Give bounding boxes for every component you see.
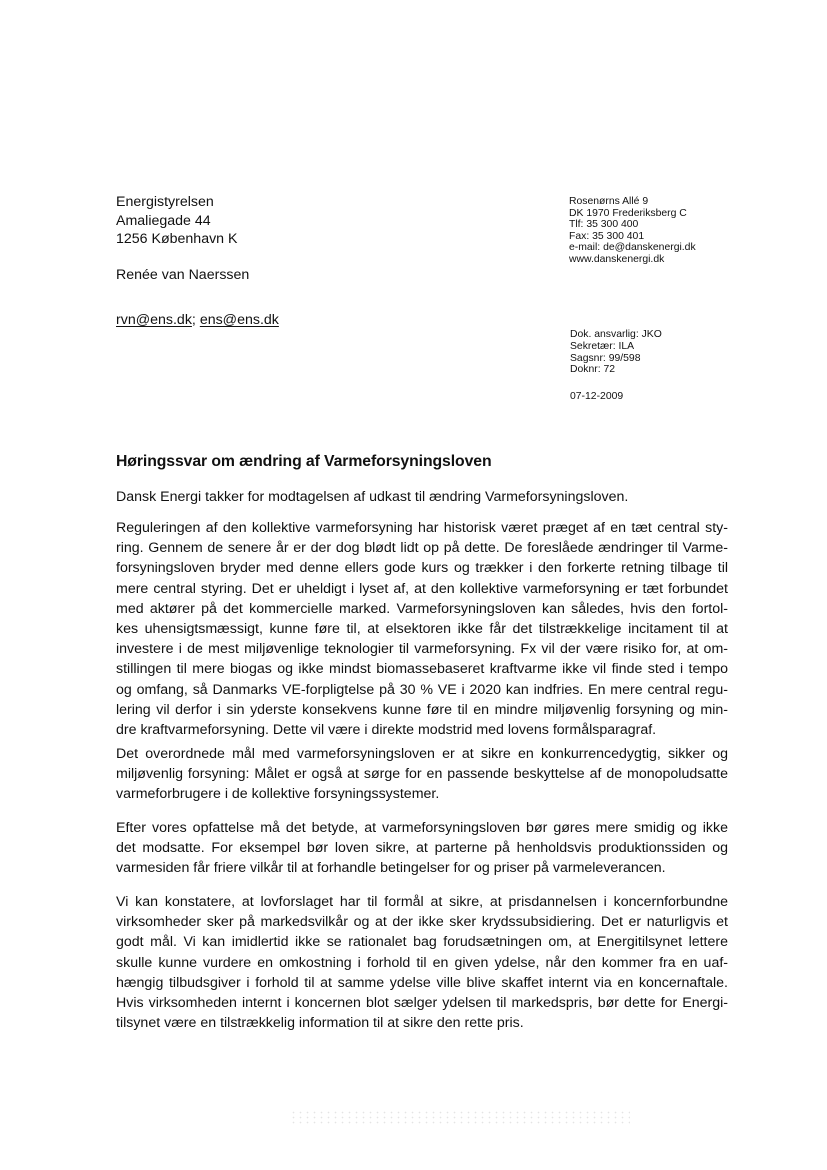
sender-fax: Fax: 35 300 401 — [569, 230, 645, 242]
recipient-city: 1256 København K — [116, 231, 238, 247]
paragraph-pricing — [116, 892, 728, 1033]
email-link-ens[interactable]: ens@ens.dk — [199, 312, 279, 328]
paragraph-line: med aktører på det kommercielle marked. Varmeforsyningsloven kan således, hvis den fortol- — [116, 600, 728, 617]
paragraph-line: dre kraftvarmeforsyning. Dette vil være i direkte modstrid med lovens formålsparagraf. — [116, 722, 657, 739]
paragraph-line: tilsynet være en tilstrækkelig information til at sikre den rette pris. — [116, 1015, 524, 1032]
paragraph-line: stillingen til mere biogas og ikke mindst biomassebaseret kraftvarme ikke vil finde sted i tempo — [116, 661, 728, 678]
letter-date: 07-12-2009 — [570, 391, 624, 402]
paragraph-line: miljøvenlig forsyning: Målet er også at sørge for en passende beskyttelse af de monopoludsatte — [116, 766, 728, 783]
paragraph-line: skulle kunne vurdere en omkostning i forhold til en given ydelse, når den kommer fra en uaf- — [116, 954, 728, 971]
email-separator: ; — [191, 312, 200, 328]
document-info-block — [570, 329, 662, 376]
paragraph-line: Efter vores opfattelse må det betyde, at varmeforsyningsloven bør gøres mere smidig og ikke — [116, 820, 728, 836]
sender-street: Rosenørns Allé 9 — [569, 196, 649, 207]
paragraph-opinion — [116, 818, 728, 879]
paragraph-line: godt mål. Vi kan imidlertid ikke se rationalet bag forudsætningen om, at Energitilsynet lettere — [116, 934, 728, 951]
paragraph-line: virksomheder sker på markedsvilkår og at der ikke sker krydssubsidiering. Det er naturligvis et — [116, 914, 728, 931]
sender-address-block — [569, 196, 696, 266]
sender-city: DK 1970 Frederiksberg C — [569, 207, 687, 219]
paragraph-line: varmeforbrugere i de kollektive forsyningssystemer. — [116, 786, 440, 803]
paragraph-line: Dansk Energi takker for modtagelsen af udkast til ændring Varmeforsyningsloven. — [116, 489, 629, 505]
contact-person: Renée van Naerssen — [116, 267, 250, 283]
sender-website: www.danskenergi.dk — [569, 253, 665, 265]
paragraph-line: det modsatte. For eksempel bør loven sikre, at parterne på henholdsvis produktionssiden og — [116, 840, 728, 857]
doc-responsible: Dok. ansvarlig: JKO — [570, 329, 662, 340]
paragraph-line: lering vil derfor i sin yderste konsekvens kunne føre til en mindre miljøvenlig forsyning og min- — [116, 701, 728, 718]
scan-noise-footer — [290, 1110, 630, 1126]
paragraph-line: mere central styring. Det er uheldigt i lyset af, at den kollektive varmeforsyning er tæt forbundet — [116, 580, 728, 597]
paragraph-line: kes uhensigtsmæssigt, kunne føre til, at elsektoren ikke får det tilstrækkelige incitament til at — [116, 621, 728, 638]
paragraph-line: Vi kan konstatere, at lovforslaget har til formål at sikre, at prisdannelsen i koncernforbundne — [116, 894, 728, 910]
recipient-name: Energistyrelsen — [116, 194, 214, 210]
sender-email: e-mail: de@danskenergi.dk — [569, 242, 696, 254]
paragraph-line: Hvis virksomheden internt i koncernen blot sælger ydelsen til markedspris, bør dette for Energi- — [116, 995, 728, 1012]
recipient-street: Amaliegade 44 — [116, 212, 211, 229]
paragraph-line: investere i de mest miljøvenlige teknologier til varmeforsyning. Fx vil der være risiko for, at om- — [116, 641, 728, 658]
recipient-address — [116, 193, 237, 249]
letter-title: Høringssvar om ændring af Varmeforsyningsloven — [116, 453, 492, 470]
paragraph-line: hængig tilbudsgiver i forhold til at samme ydelse ville blive skaffet internt via en koncernaftale. — [116, 974, 728, 991]
paragraph-purpose — [116, 744, 728, 805]
doc-secretary: Sekretær: ILA — [570, 340, 635, 352]
paragraph-intro — [116, 487, 728, 507]
paragraph-line: varmesiden får friere vilkår til at forhandle betingelser for og priser på varmeleverancen. — [116, 860, 666, 877]
sender-phone: Tlf: 35 300 400 — [569, 219, 639, 231]
paragraph-line: og omfang, så Danmarks VE-forpligtelse på 30 % VE i 2020 kan indfries. En mere central regu- — [116, 681, 728, 698]
paragraph-line: forsyningsloven bryder med denne ellers gode kurs og trækker i den forkerte retning tilbage til — [116, 560, 728, 577]
recipient-emails — [116, 311, 279, 329]
paragraph-line: ring. Gennem de senere år er der dog blødt lidt op på dette. De foreslåede ændringer til Varme- — [116, 540, 728, 557]
email-link-rvn[interactable]: rvn@ens.dk — [116, 312, 192, 328]
doc-case-number: Sagsnr: 99/598 — [570, 352, 641, 364]
doc-number: Doknr: 72 — [570, 364, 616, 376]
paragraph-regulation — [116, 518, 728, 740]
paragraph-line: Reguleringen af den kollektive varmeforsyning har historisk været præget af en tæt central sty- — [116, 520, 728, 536]
paragraph-line: Det overordnede mål med varmeforsyningsloven er at sikre en konkurrencedygtig, sikker og — [116, 746, 728, 762]
